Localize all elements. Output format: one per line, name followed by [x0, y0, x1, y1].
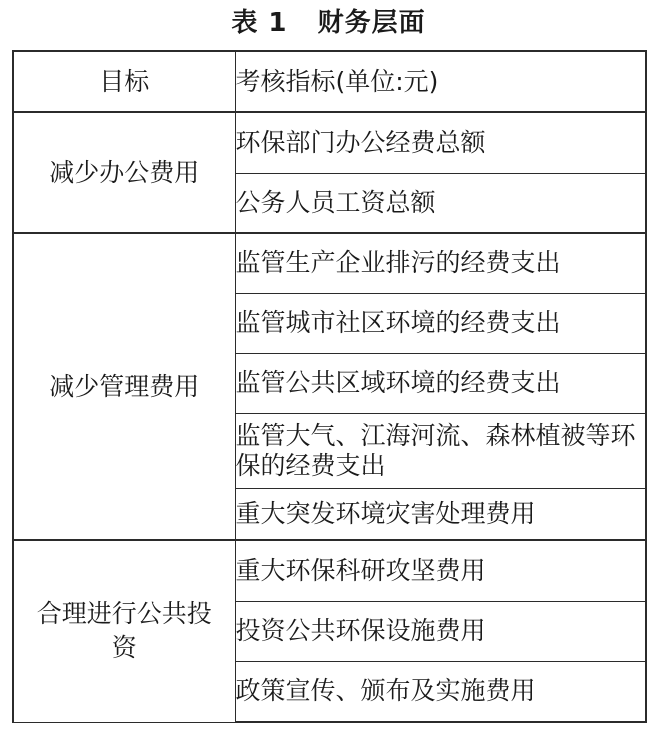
indicator-cell: 监管生产企业排污的经费支出 [235, 233, 646, 293]
table-row [13, 112, 646, 173]
table-row [13, 540, 646, 601]
indicator-cell: 重大环保科研攻坚费用 [235, 540, 646, 601]
header-row [13, 51, 646, 112]
finance-table [12, 50, 647, 723]
indicator-cell: 重大突发环境灾害处理费用 [235, 488, 646, 540]
header-indicator: 考核指标(单位:元) [235, 51, 646, 112]
goal-cell [13, 540, 235, 722]
goal-label: 减少管理费用 [49, 371, 200, 401]
goal-cell [13, 112, 235, 233]
header-goal: 目标 [13, 51, 235, 112]
table-row [13, 233, 646, 293]
indicator-cell: 环保部门办公经费总额 [235, 112, 646, 173]
indicator-cell: 监管公共区域环境的经费支出 [235, 353, 646, 413]
goal-label: 合理进行公共投资 [36, 599, 212, 663]
table-title: 表 1 财务层面 [231, 8, 426, 38]
goal-cell [13, 233, 235, 540]
indicator-cell: 监管城市社区环境的经费支出 [235, 293, 646, 353]
goal-label: 减少办公费用 [49, 157, 200, 187]
indicator-cell: 政策宣传、颁布及实施费用 [235, 661, 646, 722]
indicator-cell: 投资公共环保设施费用 [235, 601, 646, 661]
indicator-cell: 监管大气、江海河流、森林植被等环保的经费支出 [235, 413, 646, 488]
indicator-cell: 公务人员工资总额 [235, 173, 646, 233]
